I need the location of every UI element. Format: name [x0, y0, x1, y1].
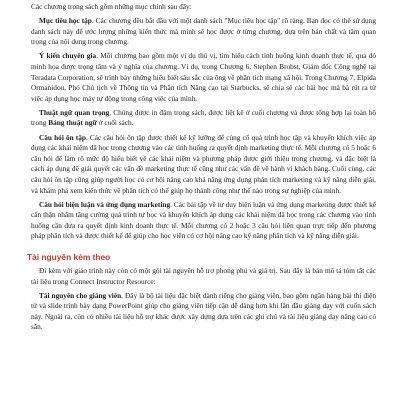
section-text: . Các chương đều bắt đầu với một danh sách "Mục tiêu học tập" rõ ràng. Bạn đọc có thể sử dụng danh sách này để ước lượng những kiến thức mà mình sẽ học được ở từng chương, dựa trên bản chất và tầm quan trọng của nội dung trong chương. — [31, 16, 376, 47]
section-instructor-resources — [31, 291, 376, 333]
glossary-term: Bảng thuật ngữ — [48, 118, 97, 128]
section-learning-objectives — [31, 16, 376, 48]
section-text: . Đây là bộ tài liệu đặc biệt dành riêng cho giảng viên, bao gồm ngân hàng bài thi điện tử và slide trình bày dạng PowerPoint giúp cho giảng viên tiếp cận dễ dàng hơn khi lần đầu giảng dạy với cuốn sách này. Ngoài ra, còn có nhiều tài liệu hỗ trợ khác được xây dựng dựa trên các ghi chú và tài liệu giảng dạy nâng cao có sẵn. — [31, 290, 377, 332]
section-text: . Các câu hỏi ôn tập được thiết kế kỹ lưỡng để củng cố quá trình học tập và khuyến khích việc áp dụng các khái niệm đã học trong chương vào các tình huống ra quyết định marketing thực tế. Mỗi chương có 5 hoặc 6 câu hỏi để làm rõ mức độ hiểu biết về các khái niệm và phương pháp được giới thiệu trong chương, và đặc biệt là cách áp dụng để giải quyết các vấn đề marketing thực tế cũng như các vấn đề về hành vi khách hàng. Cuối cùng, các câu hỏi ôn tập cũng giúp người học có cơ hội nâng cao khả năng ứng dụng phân tích marketing và kỹ năng diễn giải, và khám phá xem kiến thức về phân tích có thể giúp họ thành công như thế nào trong sự nghiệp của mình. — [31, 132, 376, 195]
section-text: . Các bài tập về tư duy biện luận và ứng dụng marketing được thiết kế cẩn thận nhằm tăng cường quá trình tự học và khuyến khích áp dụng các khái niệm đã học trong các chương vào tình huống cần đưa ra quyết định kinh doanh thực tế. Mỗi chương có 2 hoặc 3 câu hỏi liên quan trực tiếp đến phương pháp phân tích và được thiết kế để giúp cho học viên có cơ hội nâng cao kỹ năng phân tích và kỹ năng diễn giải. — [31, 199, 376, 241]
section-text: . Mỗi chương bao gồm một vị dụ thú vị, tìm hiểu cách tình huống kinh doanh thực tế, qua đó minh họa được trọng tâm và ý nghĩa của chương. Ví dụ, trong Chương 6, Stephen Brobst, Giám đốc Công nghệ tại Teradata Corporation, sẽ trình bày những hiểu biết sâu sắc của ông về phân tích mạng xã hội. Trong Chương 7, Elpida Ormanidou, Phó Chủ tịch về Thông tin và Phân tích Nâng cao tại Starbucks, sẽ chia sẻ các bài học mà bà rút ra từ việc áp dụng học máy tự động trong công việc của mình. — [31, 51, 376, 103]
section-text-end: ở cuối sách. — [96, 118, 134, 128]
section-term: Ý kiến chuyên gia — [39, 51, 97, 61]
section-key-terms — [31, 108, 376, 129]
section-term: Câu hỏi biện luận và ứng dụng marketing — [39, 199, 171, 209]
section-term: Mục tiêu học tập — [39, 16, 92, 26]
resources-heading: Tài nguyên kèm theo — [27, 251, 111, 262]
section-review-questions — [31, 133, 376, 197]
resources-intro: Đi kèm với giáo trình này còn có một gói tài nguyên hỗ trợ phong phú và giá trị. Sau đây là bản mô tả tóm tắt các tài liệu trong Connect Instructor Resource: — [31, 265, 376, 286]
section-text: . Chúng được in đậm trong sách, được liệt kê ở cuối chương và được tổng hợp lại toàn bộ trong — [31, 107, 376, 128]
section-expert-opinion — [31, 51, 376, 104]
section-term: Tài nguyên cho giảng viên — [39, 290, 122, 300]
section-critical-thinking — [31, 200, 376, 242]
section-term: Thuật ngữ quan trọng — [39, 107, 110, 117]
intro-paragraph: Các chương trong sách gồm những mục chính sau đây: — [31, 2, 192, 11]
section-term: Câu hỏi ôn tập — [39, 132, 86, 142]
